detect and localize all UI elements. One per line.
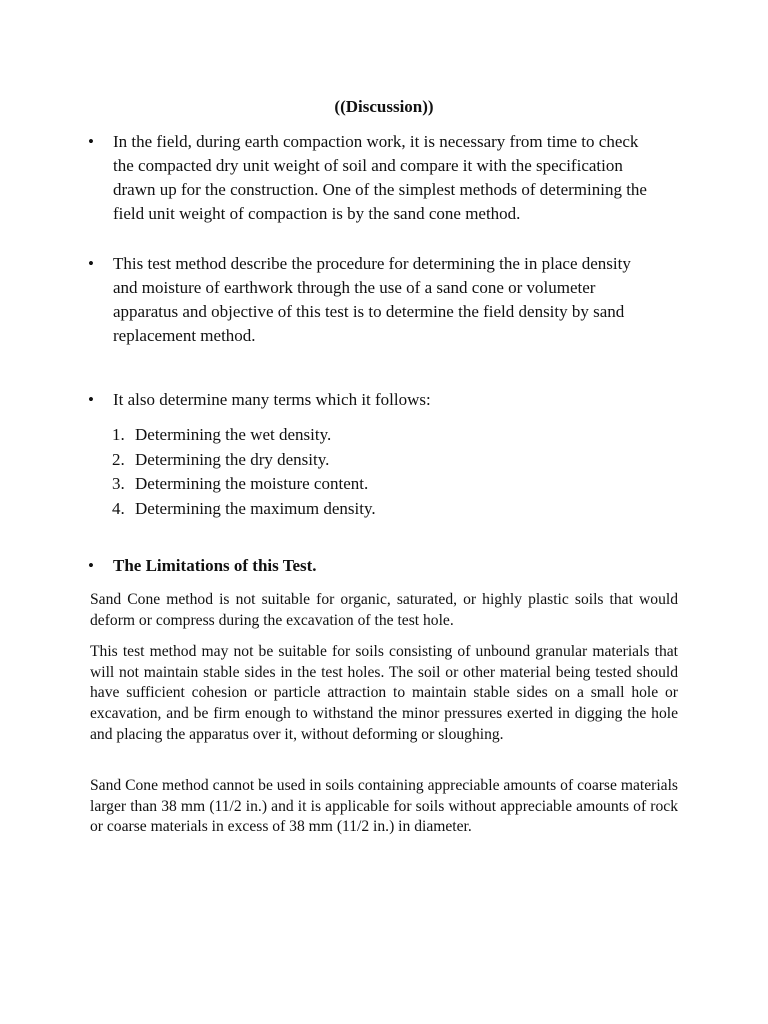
list-item-text: Determining the moisture content. (135, 474, 369, 493)
bullet-item-field-compaction (88, 130, 648, 226)
section-heading: The Limitations of this Test. (113, 556, 317, 575)
bullet-text: It also determine many terms which it follows: (113, 390, 431, 409)
list-item-text: Determining the maximum density. (135, 498, 376, 518)
list-number: 1. (112, 425, 125, 444)
list-item (112, 472, 632, 497)
bullet-icon: • (88, 132, 94, 151)
bullet-text: This test method describe the procedure for determining the in place density and moisture of earthwork through the use of a sand cone or volumeter apparatus and objective of this test is to determine the field density by sand replacement method. (113, 254, 631, 345)
bullet-item-test-method (88, 252, 648, 348)
numbered-list (112, 423, 632, 521)
limitations-heading (88, 554, 648, 578)
list-item (112, 497, 632, 522)
bullet-icon: • (88, 556, 94, 575)
bullet-text: In the field, during earth compaction work, it is necessary from time to check the compacted dry unit weight of soil and compare it with the specification drawn up for the construction. One of the simplest methods of determining the field unit weight of compaction is by the sand cone method. (113, 132, 647, 223)
list-item-text: Determining the dry density. (135, 449, 330, 469)
paragraph-coarse-materials: Sand Cone method cannot be used in soils containing appreciable amounts of coarse materials larger than 38 mm (11/2 in.) and it is applicable for soils without appreciable amounts of rock or coarse materials in excess of 38 mm (11/2 in.) in diameter. (90, 777, 678, 836)
list-number: 2. (112, 449, 125, 469)
list-item (112, 423, 632, 448)
bullet-icon: • (88, 254, 94, 273)
list-number: 4. (112, 498, 125, 518)
list-item (112, 448, 632, 473)
paragraph-organic-soils: Sand Cone method is not suitable for organic, saturated, or highly plastic soils that would deform or compress during the excavation of the test hole. (90, 591, 678, 629)
bullet-icon: • (88, 390, 94, 409)
paragraph-granular-materials: This test method may not be suitable for soils consisting of unbound granular materials that will not maintain stable sides in the test holes. The soil or other material being tested should have sufficient cohesion or particle attraction to maintain stable sides on a small hole or excavation, and be firm enough to withstand the minor pressures exerted in digging the hole and placing the apparatus over it, without deforming or sloughing. (90, 643, 678, 743)
page-title: ((Discussion)) (334, 97, 434, 116)
bullet-item-terms (88, 388, 648, 412)
list-number: 3. (112, 474, 125, 493)
list-item-text: Determining the wet density. (135, 425, 332, 444)
